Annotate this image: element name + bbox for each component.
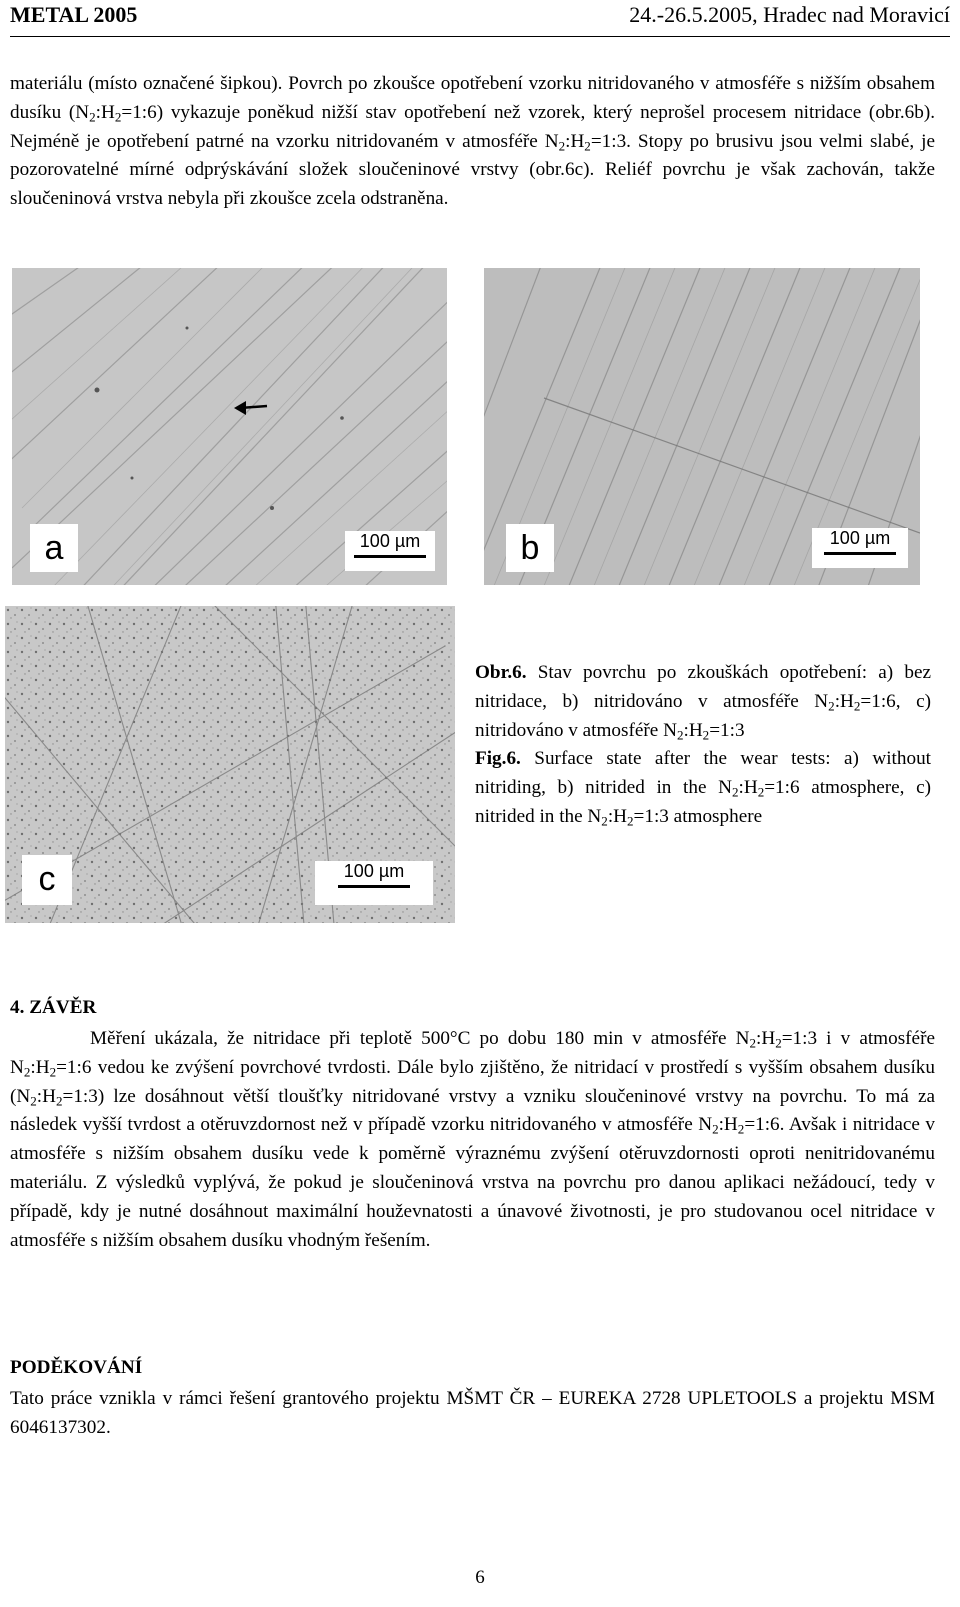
conclusion-paragraph: Měření ukázala, že nitridace při teplotě 500°C po dobu 180 min v atmosféře $N_2:H_2=1:3$ i v atmosféře $N_2:H_2=1:6$ vedou ke zvýšení povrchové tvrdosti. Dále bylo zjištěno, že nitridací v prostředí s vyšším obsahem dusíku $(N_2:H_2=1:3)$ lze dosáhnout větší tloušťky nitridované vrstvy a vzniku sloučeninové vrstvy na povrchu. To má za následek vyšší tvrdost a otěruvzdornost než v případě vzorku nitridovaného v atmosféře $N_2:H_2=1:6$. Avšak i nitridace v atmosféře s nižším obsahem dusíku vede k poměrně výraznému zvýšení otěruvzdornosti oproti nenitridovanému materiálu. Z výsledků vyplývá, že pokud je sloučeninová vrstva na povrchu pro danou aplikaci nežádoucí, tedy v případě, kdy je nutné dosáhnout maximální houževnatosti a únavové životnosti, je pro studovanou ocel nitridace v atmosféře s nižším obsahem dusíku vhodným řešením. xyxy=(10,1028,935,1251)
micrograph-a xyxy=(12,268,447,585)
conference-date-place: 24.-26.5.2005, Hradec nad Moravicí xyxy=(629,2,950,27)
caption-english: Fig.6. Surface state after the wear tests: a) without nitriding, b) nitrided in the $N_2:H_2=1:6$ atmosphere, c) nitrided in the $N_2:H_2=1:3$ atmosphere xyxy=(475,748,931,829)
running-header xyxy=(10,0,950,37)
micrograph-b xyxy=(484,268,920,585)
intro-paragraph: materiálu (místo označené šipkou). Povrch po zkoušce opotřebení vzorku nitridovaného v atmosféře s nižším obsahem dusíku $(N_2:H_2=1:6)$ vykazuje poněkud nižší stav opotřebení než vzorek, který neprošel procesem nitridace (obr.6b). Nejméně je opotřebení patrné na vzorku nitridovaném v atmosféře $N_2:H_2=1:3$. Stopy po brusivu jsou velmi slabé, je pozorovatelné mírné odprýskávání složek sloučeninové vrstvy (obr.6c). Reliéf povrchu je však zachován, takže sloučeninová vrstva nebyla při zkoušce zcela odstraněna. xyxy=(10,73,936,210)
panel-letter-c: c xyxy=(22,855,72,905)
caption-czech: Obr.6. Stav povrchu po zkouškách opotřebení: a) bez nitridace, b) nitridováno v atmosféře $N_2:H_2=1:6$, c) nitridováno v atmosféře $N_2:H_2=1:3$ xyxy=(475,662,931,742)
section-heading-acknowledgement: PODĚKOVÁNÍ xyxy=(10,1357,143,1378)
micrograph-c xyxy=(5,606,455,923)
panel-letter-b: b xyxy=(506,524,554,572)
scale-bar-b: 100 µm xyxy=(812,528,908,568)
section-heading-conclusion: 4. ZÁVĚR xyxy=(10,997,97,1018)
scale-bar-a: 100 µm xyxy=(345,531,435,571)
panel-letter-a: a xyxy=(30,524,78,572)
figure-caption xyxy=(475,659,931,832)
conference-name: METAL 2005 xyxy=(10,2,138,27)
scale-bar-c: 100 µm xyxy=(315,861,433,905)
acknowledgement-paragraph: Tato práce vznikla v rámci řešení grantového projektu MŠMT ČR – EUREKA 2728 UPLETOOLS a projektu MSM 6046137302. xyxy=(10,1388,935,1438)
page-number: 6 xyxy=(475,1567,485,1588)
